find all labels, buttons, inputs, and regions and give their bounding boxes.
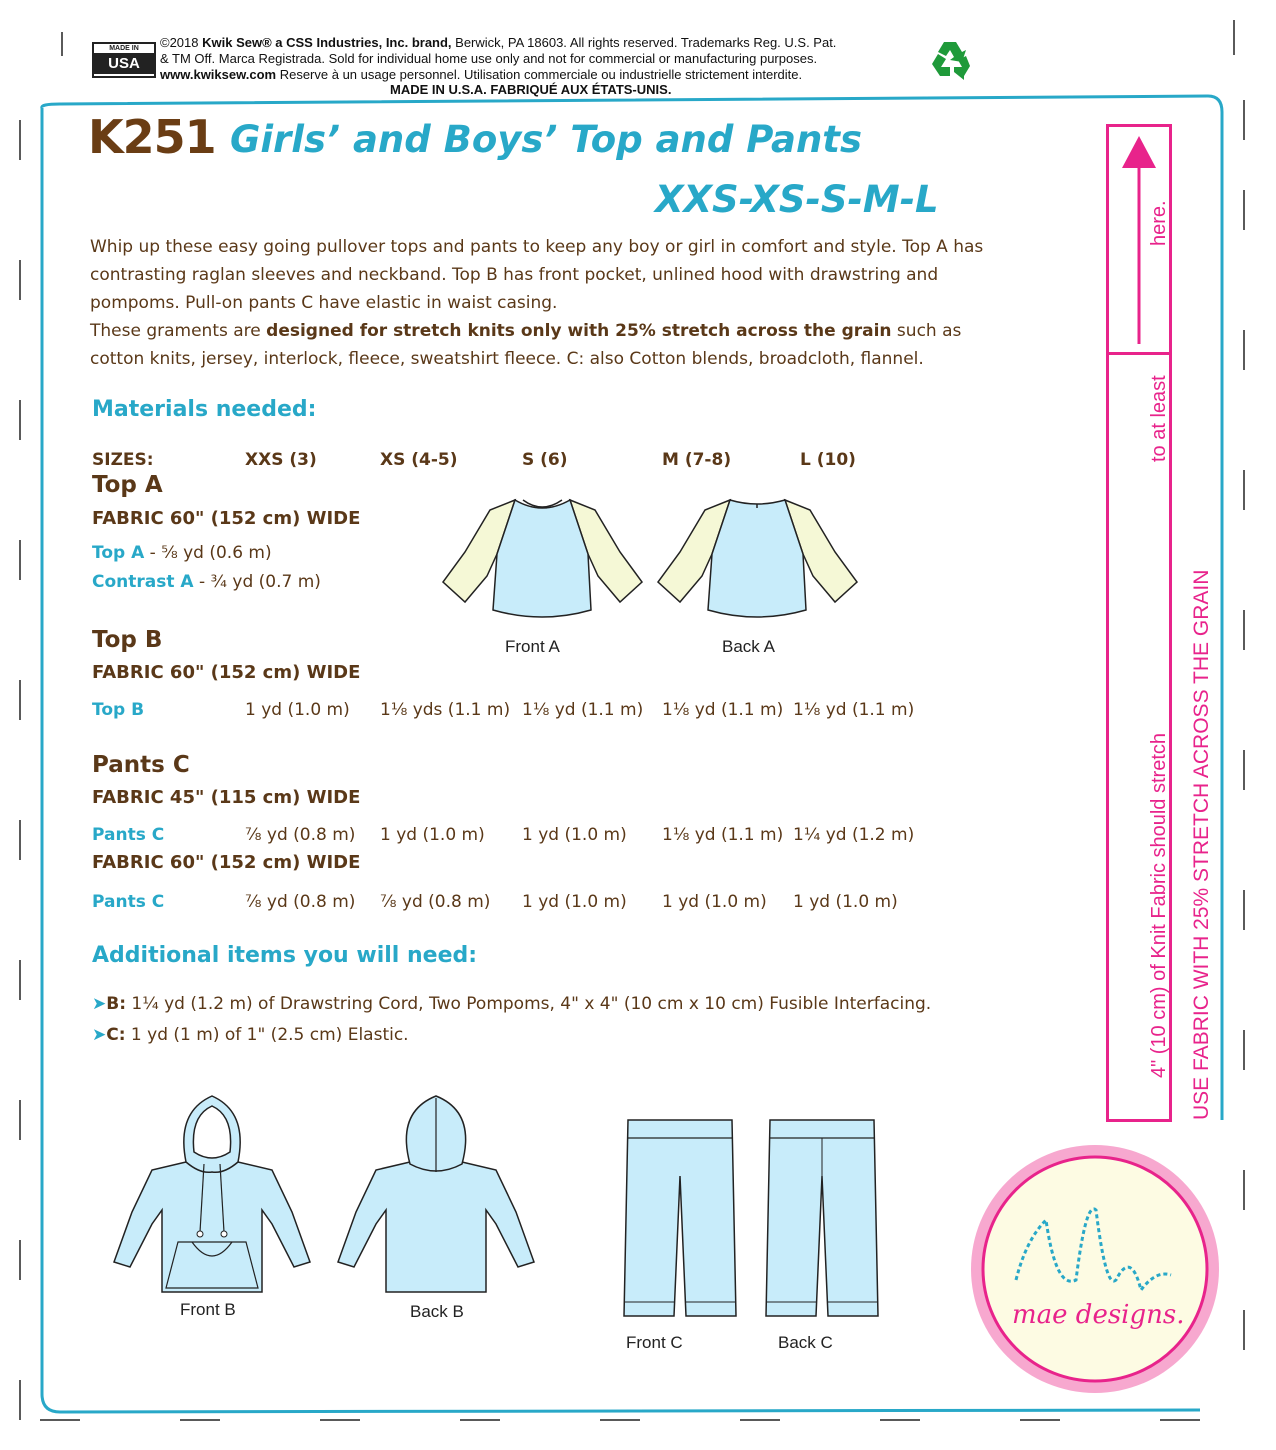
yardage-cell: 1 yd (1.0 m) <box>793 892 898 912</box>
gauge-divider <box>1106 352 1172 355</box>
pants-c-heading: Pants C <box>92 752 190 778</box>
yardage-cell: ⅞ yd (0.8 m) <box>245 892 356 912</box>
pattern-title: Girls’ and Boys’ Top and Pants <box>230 118 863 161</box>
top-a-heading: Top A <box>92 472 163 498</box>
arrow-icon: ➤ <box>92 1025 107 1045</box>
gauge-side-text: USE FABRIC WITH 25% STRETCH ACROSS THE GRAIN <box>1190 569 1213 1120</box>
pattern-code: K251 <box>88 110 216 164</box>
description-p2-start: These graments are <box>90 321 267 341</box>
top-b-fabric: FABRIC 60" (152 cm) WIDE <box>92 662 361 683</box>
front-c-caption: Front C <box>626 1333 683 1352</box>
ellie-mae-logo <box>966 1140 1224 1398</box>
yardage-cell: 1 yd (1.0 m) <box>380 825 485 845</box>
top-b-label: Top B <box>92 700 145 720</box>
yardage-cell: 1¼ yd (1.2 m) <box>793 825 915 845</box>
pants-c-label: Pants C <box>92 825 165 845</box>
copyright-block <box>160 35 940 83</box>
additional-item-b <box>92 994 931 1014</box>
made-in-text: MADE IN U.S.A. FABRIQUÉ AUX ÉTATS-UNIS. <box>390 82 672 97</box>
description-paragraph-2 <box>90 317 990 373</box>
logo-text: mae designs. <box>1012 1300 1185 1330</box>
front-b-caption: Front B <box>180 1300 236 1319</box>
brand-name: Kwik Sew® a CSS Industries, Inc. brand, <box>202 35 452 50</box>
arrow-icon: ➤ <box>92 994 107 1014</box>
copyright-line3: Reserve à un usage personnel. Utilisation commerciale ou industrielle strictement interdite. <box>276 67 803 82</box>
description-paragraph-1: Whip up these easy going pullover tops and pants to keep any boy or girl in comfort and style. Top A has contrasting raglan sleeves and neckband. Top B has front pocket, unlined hood with drawstring and pompoms. Pull-on pants C have elastic in waist casing. <box>90 237 984 313</box>
top-a-value: - ⅝ yd (0.6 m) <box>144 543 272 563</box>
yardage-cell: ⅞ yd (0.8 m) <box>245 825 356 845</box>
item-b-text: 1¼ yd (1.2 m) of Drawstring Cord, Two Pompoms, 4" x 4" (10 cm x 10 cm) Fusible Interfacing. <box>126 994 932 1014</box>
description-p2-end: such as cotton knits, jersey, interlock, fleece, sweatshirt fleece. C: also Cotton blends, broadcloth, flannel. <box>90 321 962 369</box>
materials-heading: Materials needed: <box>92 397 317 422</box>
yardage-cell: ⅞ yd (0.8 m) <box>380 892 491 912</box>
pants-c-label: Pants C <box>92 892 165 912</box>
yardage-cell: 1⅛ yd (1.1 m) <box>662 700 784 720</box>
back-a-caption: Back A <box>722 637 775 656</box>
top-a-label: Top A <box>92 543 145 563</box>
contrast-a-label: Contrast A <box>92 572 194 592</box>
top-a-row <box>92 543 272 563</box>
back-c-illustration <box>762 1116 882 1331</box>
size-header: L (10) <box>800 450 856 470</box>
yardage-cell: 1⅛ yd (1.1 m) <box>662 825 784 845</box>
size-header: XXS (3) <box>245 450 317 470</box>
back-c-caption: Back C <box>778 1333 833 1352</box>
badge-bottom-text: USA <box>94 53 154 74</box>
item-b-label: B: <box>106 994 127 1014</box>
yardage-cell: 1 yd (1.0 m) <box>522 892 627 912</box>
size-header: XS (4-5) <box>380 450 458 470</box>
copyright-line2: & TM Off. Marca Registrada. Sold for individual home use only and not for commercial or manufacturing purposes. <box>160 51 818 66</box>
item-c-text: 1 yd (1 m) of 1" (2.5 cm) Elastic. <box>125 1025 409 1045</box>
yardage-cell: 1⅛ yd (1.1 m) <box>793 700 915 720</box>
size-header: S (6) <box>522 450 568 470</box>
size-range: XXS-XS-S-M-L <box>655 178 939 221</box>
gauge-here-text: here. <box>1148 200 1170 246</box>
contrast-a-value: - ¾ yd (0.7 m) <box>193 572 321 592</box>
yardage-cell: 1 yd (1.0 m) <box>662 892 767 912</box>
additional-heading: Additional items you will need: <box>92 943 478 968</box>
recycle-icon <box>928 38 972 82</box>
website-link[interactable]: www.kwiksew.com <box>160 67 277 82</box>
gauge-at-least-text: to at least <box>1148 375 1170 462</box>
top-b-heading: Top B <box>92 627 163 653</box>
yardage-cell: 1 yd (1.0 m) <box>522 825 627 845</box>
badge-top-text: MADE IN <box>94 44 154 53</box>
additional-item-c <box>92 1025 409 1045</box>
made-in-usa-badge <box>92 42 156 78</box>
size-header: M (7-8) <box>662 450 732 470</box>
pants-c-fabric-60: FABRIC 60" (152 cm) WIDE <box>92 852 361 873</box>
back-b-illustration <box>336 1092 536 1302</box>
yardage-cell: 1⅛ yds (1.1 m) <box>380 700 511 720</box>
copyright-line1: Berwick, PA 18603. All rights reserved. Trademarks Reg. U.S. Pat. <box>451 35 837 50</box>
yardage-cell: 1 yd (1.0 m) <box>245 700 350 720</box>
front-a-caption: Front A <box>505 637 560 656</box>
back-a-illustration <box>650 492 865 632</box>
item-c-label: C: <box>106 1025 126 1045</box>
contrast-a-row <box>92 572 321 592</box>
back-b-caption: Back B <box>410 1302 464 1321</box>
front-b-illustration <box>112 1092 312 1302</box>
front-c-illustration <box>620 1116 740 1331</box>
description <box>90 233 990 373</box>
pants-c-fabric-45: FABRIC 45" (115 cm) WIDE <box>92 787 361 808</box>
front-a-illustration <box>435 492 650 632</box>
gauge-main-text: 4" (10 cm) of Knit Fabric should stretch <box>1148 732 1170 1078</box>
sizes-label: SIZES: <box>92 450 154 470</box>
copyright-prefix: ©2018 <box>160 35 203 50</box>
description-p2-bold: designed for stretch knits only with 25% stretch across the grain <box>266 321 892 341</box>
top-a-fabric: FABRIC 60" (152 cm) WIDE <box>92 508 361 529</box>
yardage-cell: 1⅛ yd (1.1 m) <box>522 700 644 720</box>
